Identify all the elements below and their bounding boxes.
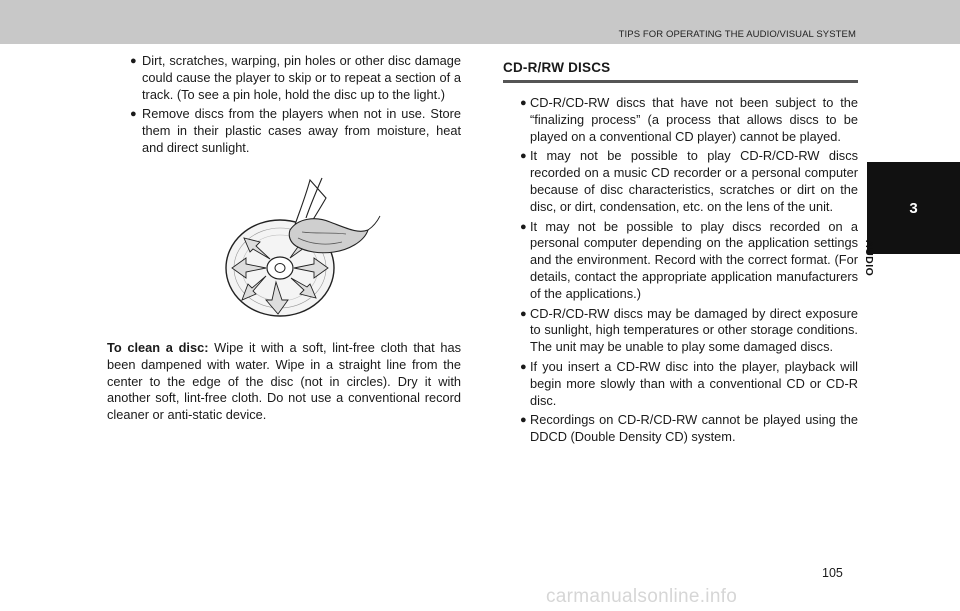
bullet-icon: ● (520, 97, 527, 109)
bullet-icon: ● (520, 414, 527, 427)
left-bullet-list (107, 53, 461, 157)
chapter-label: AUDIO (863, 240, 875, 277)
list-item (107, 53, 461, 103)
chapter-number-text: 3 (909, 199, 918, 217)
list-item (503, 412, 858, 446)
section-title: CD-R/RW DISCS (503, 60, 611, 75)
right-bullet-list (503, 95, 858, 446)
bullet-icon: ● (520, 150, 527, 163)
disc-cleaning-illustration (218, 172, 404, 320)
running-header: TIPS FOR OPERATING THE AUDIO/VISUAL SYSTEM (618, 29, 856, 40)
bullet-icon: ● (520, 360, 527, 373)
list-item (107, 106, 461, 156)
list-item (503, 95, 858, 145)
bullet-text: Recordings on CD-R/CD-RW cannot be played using the DDCD (Double Density CD) system. (530, 412, 858, 445)
bullet-text: CD-R/CD-RW discs may be damaged by direct exposure to sunlight, high temperatures or other storage conditions. The unit may be unable to play some damaged discs. (530, 305, 858, 355)
list-item (503, 148, 858, 215)
bullet-text: It may not be possible to play discs recorded on a personal computer depending on the application settings and the environment. Record with the correct format. (For details, contact the appropriate application manufacturers of the applications.) (530, 218, 858, 301)
cleaning-text: Wipe it with a soft, lint-free cloth that has been dampened with water. Wipe in a straight line from the center to the edge of the disc (not in circles). Dry it with another soft, lint-free cloth. Do not use a conventional record cleaner or anti-static device. (107, 340, 461, 423)
bullet-text: CD-R/CD-RW discs that have not been subject to the “finalizing process” (a process that allows discs to be played on a conventional CD player) cannot be played. (530, 95, 858, 144)
watermark: carmanualsonline.info (546, 586, 738, 607)
bullet-text: It may not be possible to play CD-R/CD-RW discs recorded on a music CD recorder or a personal computer because of disc characteristics, scratches or dirt on the disc, or dirt, condensation, etc. on the lens of the unit. (530, 148, 858, 214)
list-item (503, 359, 858, 409)
bullet-text: Remove discs from the players when not in use. Store them in their plastic cases away from moisture, heat and direct sunlight. (142, 106, 461, 155)
bullet-text: If you insert a CD-RW disc into the player, playback will begin more slowly than with a conventional CD or CD-R disc. (530, 358, 858, 408)
section-divider (503, 80, 858, 83)
chapter-number (867, 162, 960, 254)
bullet-icon: ● (520, 307, 527, 320)
bullet-text: Dirt, scratches, warping, pin holes or other disc damage could cause the player to skip or to repeat a section of a track. (To see a pin hole, hold the disc up to the light.) (142, 53, 461, 102)
cleaning-label: To clean a disc: (107, 340, 209, 355)
right-column (503, 60, 858, 449)
cleaning-instructions (107, 340, 461, 424)
list-item (503, 306, 858, 356)
bullet-icon: ● (520, 220, 527, 233)
page-number: 105 (822, 566, 843, 580)
left-column (107, 53, 461, 160)
bullet-icon: ● (130, 55, 137, 67)
bullet-icon: ● (130, 108, 137, 121)
list-item (503, 219, 858, 303)
